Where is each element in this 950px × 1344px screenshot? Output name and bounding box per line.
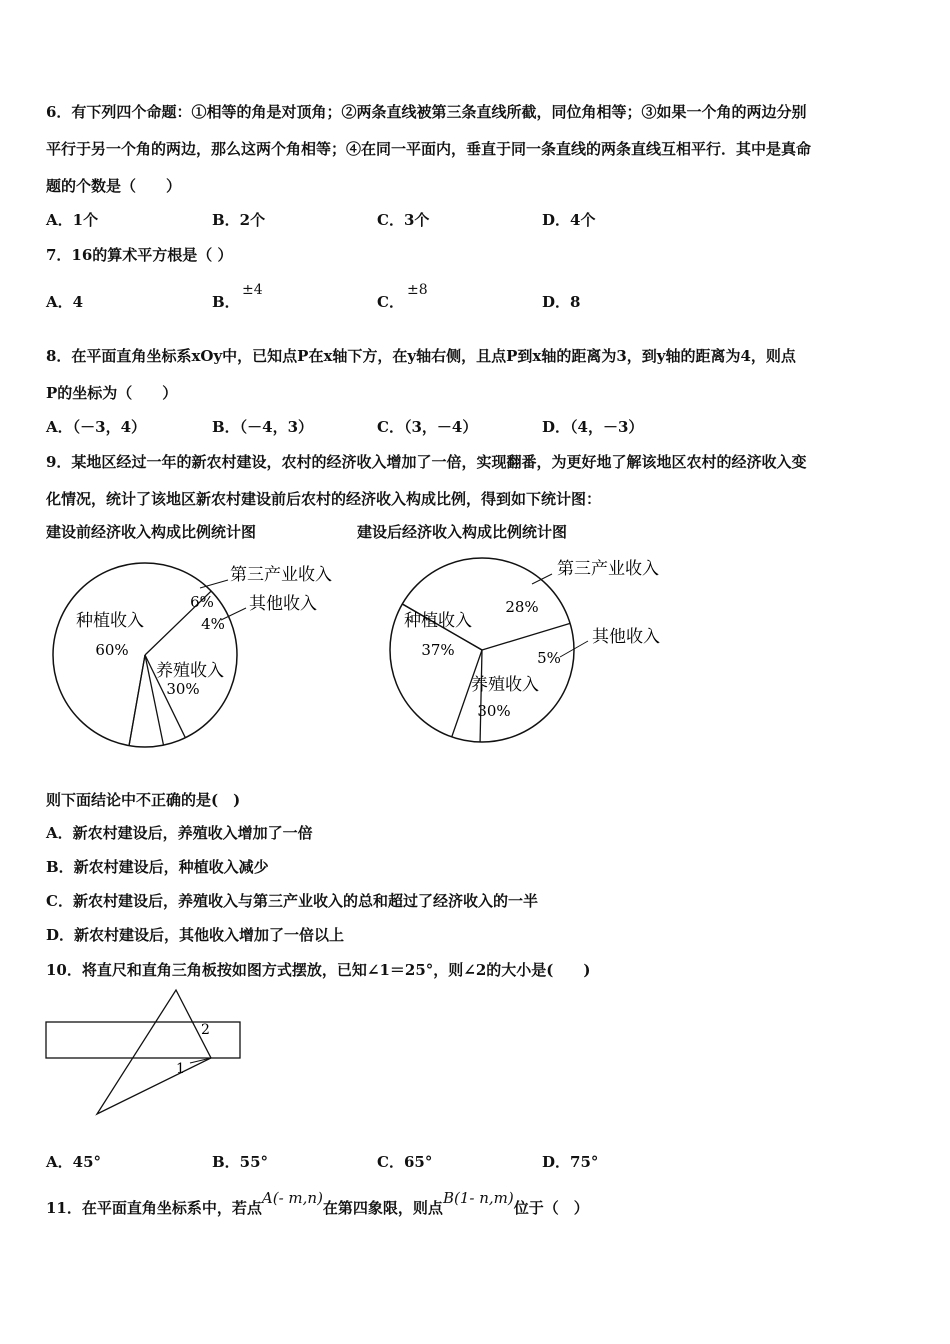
q9-option-a: A．新农村建设后，养殖收入增加了一倍 [46, 824, 313, 842]
angle1-label: 1 [176, 1061, 185, 1077]
q8-option-d: D．（4，－3） [542, 418, 644, 436]
q7-option-c-label: C． [377, 293, 404, 311]
pie1-value-3: 4% [201, 615, 225, 633]
q7-stem: 7．16的算术平方根是（ ） [46, 246, 233, 264]
pie1-category-3: 其他收入 [249, 594, 317, 614]
q9-option-b: B．新农村建设后，种植收入减少 [46, 858, 269, 876]
pie2-value-1: 30% [477, 702, 511, 720]
q10-option-a: A．45° [46, 1153, 102, 1171]
pie2-slice-1 [480, 650, 482, 742]
q6-line-3: 题的个数是（ ） [46, 177, 182, 195]
pie2-slice-0 [482, 623, 570, 650]
q11-part3: 位于（ ） [513, 1199, 589, 1217]
q7-option-c [377, 282, 428, 312]
pie1-category-2: 第三产业收入 [230, 565, 332, 585]
q7-option-b-math: ±4 [242, 282, 263, 298]
pie1-category-0: 种植收入 [76, 611, 144, 631]
q7-option-b [212, 282, 263, 312]
q6-line-2: 平行于另一个角的两边，那么这两个角相等；④在同一平面内，垂直于同一条直线的两条直线互相平行．其中是真命 [46, 140, 812, 158]
q11-part2: 在第四象限，则点 [322, 1199, 443, 1217]
q9-line-1: 9．某地区经过一年的新农村建设，农村的经济收入增加了一倍，实现翻番，为更好地了解该地区农村的经济收入变 [46, 453, 807, 471]
q10-stem: 10．将直尺和直角三角板按如图方式摆放，已知∠1＝25°，则∠2的大小是( ) [46, 961, 591, 979]
pie1-value-0: 60% [95, 641, 129, 659]
q8-option-a: A．（－3，4） [46, 418, 147, 436]
q10-option-d: D．75° [542, 1153, 599, 1171]
q8-option-c: C．（3，－4） [377, 418, 478, 436]
pie2-category-0: 种植收入 [404, 611, 472, 631]
q11-point-b: B(1- n,m) [442, 1189, 514, 1207]
ruler-triangle-figure [40, 985, 250, 1125]
q7-option-b-label: B． [212, 293, 240, 311]
q11-part1: 11．在平面直角坐标系中，若点 [46, 1199, 262, 1217]
angle1-arc [190, 1058, 211, 1063]
q9-option-d: D．新农村建设后，其他收入增加了一倍以上 [46, 926, 345, 944]
pie2-value-0: 37% [421, 641, 455, 659]
pie-charts [0, 550, 700, 760]
q11-point-a: A(- m,n) [261, 1189, 323, 1207]
q6-line-1: 6．有下列四个命题：①相等的角是对顶角；②两条直线被第三条直线所截，同位角相等；③如果一个角的两边分别 [46, 103, 807, 121]
pie2-category-3: 其他收入 [592, 627, 660, 647]
q8-option-b: B．（－4，3） [212, 418, 314, 436]
pie2-value-3: 5% [537, 649, 561, 667]
q10-option-b: B．55° [212, 1153, 269, 1171]
pie2-category-2: 第三产业收入 [557, 559, 659, 579]
pie1-value-1: 30% [166, 680, 200, 698]
pie1-value-2: 6% [190, 593, 214, 611]
q11-stem [46, 1189, 589, 1218]
pie1-category-1: 养殖收入 [156, 661, 224, 681]
pie2-category-1: 养殖收入 [471, 675, 539, 695]
q8-line-2: P的坐标为（ ） [46, 384, 178, 402]
q6-option-a: A．1个 [46, 211, 99, 229]
q6-option-d: D．4个 [542, 211, 596, 229]
chart1-title: 建设前经济收入构成比例统计图 [46, 523, 257, 541]
pie2-value-2: 28% [505, 598, 539, 616]
q7-option-c-math: ±8 [407, 282, 428, 298]
q9-line-2: 化情况，统计了该地区新农村建设前后农村的经济收入构成比例，得到如下统计图： [46, 490, 602, 508]
pie2-labels [404, 559, 660, 720]
q7-option-a: A．4 [46, 293, 84, 311]
q7-option-d: D．8 [542, 293, 581, 311]
pie1-slice-2 [129, 655, 145, 746]
q8-line-1: 8．在平面直角坐标系xOy中，已知点P在x轴下方，在y轴右侧，且点P到x轴的距离为3，到y轴的距离为4，则点 [46, 347, 796, 365]
ruler [46, 1022, 240, 1058]
set-square [97, 990, 211, 1114]
q6-option-c: C．3个 [377, 211, 430, 229]
q6-option-b: B．2个 [212, 211, 266, 229]
q9-question: 则下面结论中不正确的是( ) [46, 791, 241, 809]
q10-option-c: C．65° [377, 1153, 433, 1171]
q9-option-c: C．新农村建设后，养殖收入与第三产业收入的总和超过了经济收入的一半 [46, 892, 538, 910]
angle2-label: 2 [201, 1022, 210, 1038]
chart2-title: 建设后经济收入构成比例统计图 [357, 523, 568, 541]
